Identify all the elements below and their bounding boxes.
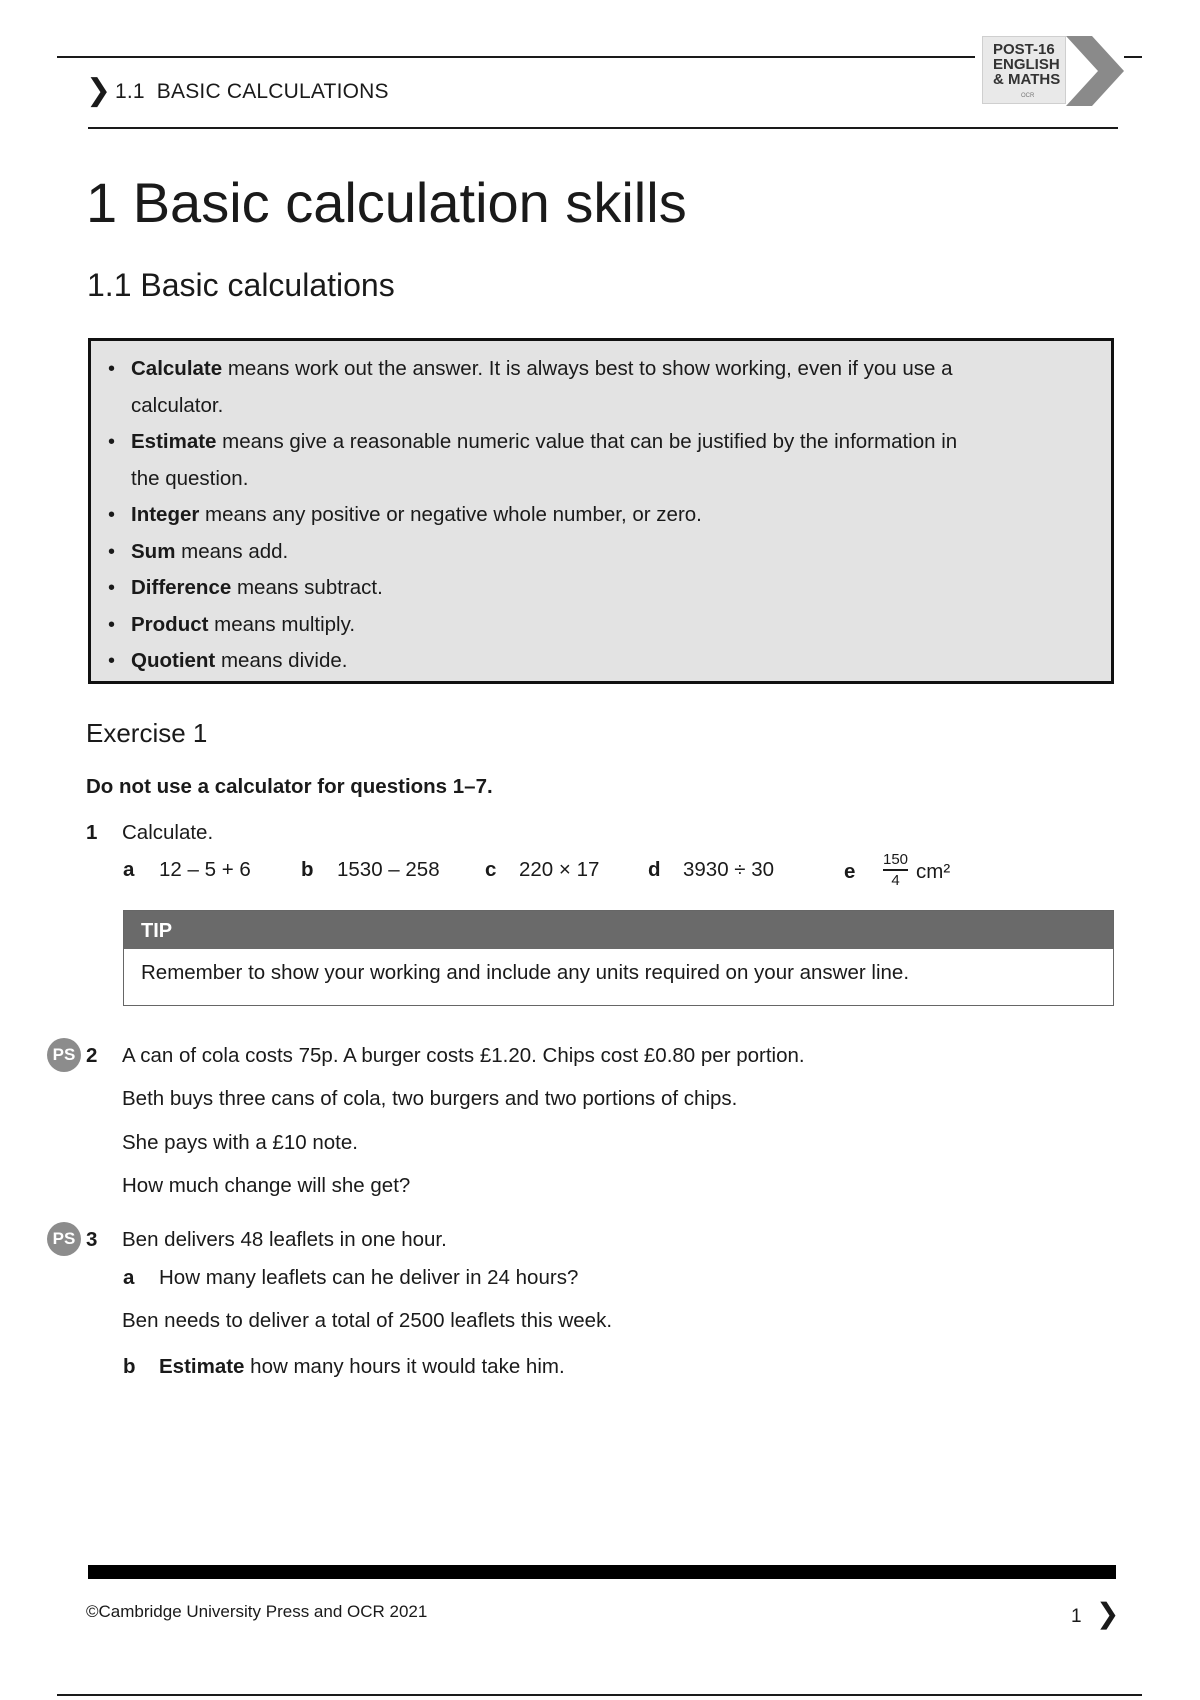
part-letter: b: [301, 858, 314, 881]
definition-text: means any positive or negative whole number, or zero.: [199, 503, 702, 526]
part-letter: d: [648, 858, 661, 881]
exercise-instruction: Do not use a calculator for questions 1–7.: [86, 775, 493, 798]
calculation-a: 12 – 5 + 6: [159, 858, 251, 881]
definition-term: Sum: [131, 539, 176, 563]
tip-box: [123, 910, 1114, 1006]
definition-text: means divide.: [215, 649, 348, 672]
question-number: 1: [86, 821, 98, 844]
bullet-icon: •: [108, 358, 116, 380]
bullet-icon: •: [108, 613, 116, 636]
fraction-denominator: 4: [891, 871, 900, 889]
part-b-rest: how many hours it would take him.: [244, 1355, 565, 1378]
logo-arrow-icon: [1066, 36, 1124, 106]
question-number: 2: [86, 1044, 98, 1067]
logo-line-2: ENGLISH: [993, 56, 1060, 73]
unit-cm2: cm²: [916, 860, 951, 883]
definition-text: means multiply.: [208, 612, 356, 636]
question-line: Beth buys three cans of cola, two burgers and two portions of chips.: [122, 1087, 738, 1110]
section-heading: 1.1 Basic calculations: [87, 267, 395, 303]
bullet-icon: •: [108, 577, 116, 599]
part-letter: a: [123, 1266, 135, 1289]
fraction-bar: [883, 869, 908, 871]
definition-term: Quotient: [131, 649, 216, 672]
definition-item: [91, 497, 991, 534]
definition-item: [91, 607, 991, 644]
question-text: Calculate.: [122, 821, 214, 844]
definition-item: [91, 424, 991, 497]
question-line: Ben needs to deliver a total of 2500 leaflets this week.: [122, 1309, 613, 1332]
calculation-b: 1530 – 258: [337, 858, 440, 881]
part-letter: c: [485, 858, 497, 881]
definition-text: means subtract.: [231, 576, 383, 599]
chapter-title: 1 Basic calculation skills: [86, 171, 687, 234]
definition-text: means give a reasonable numeric value that can be justified by the information in the question.: [131, 430, 958, 490]
header-bottom-rule: [88, 127, 1118, 129]
ps-badge: PS: [47, 1222, 81, 1256]
running-header: [115, 80, 389, 104]
part-letter: b: [123, 1355, 136, 1378]
section-title: BASIC CALCULATIONS: [156, 80, 389, 103]
next-page-chevron-icon[interactable]: ❯: [1096, 1598, 1120, 1629]
tip-heading: TIP: [124, 911, 1113, 949]
post16-logo: [982, 36, 1066, 104]
definitions-list: [91, 341, 1111, 680]
definition-term: Estimate: [131, 430, 217, 453]
question-text: Ben delivers 48 leaflets in one hour.: [122, 1228, 447, 1251]
page-number: 1: [1071, 1606, 1082, 1627]
bullet-icon: •: [108, 540, 116, 563]
definition-item: [91, 351, 991, 424]
question-line: She pays with a £10 note.: [122, 1131, 358, 1154]
bullet-icon: •: [108, 650, 116, 672]
logo-small-text: OCR: [1021, 93, 1035, 99]
part-a-text: How many leaflets can he deliver in 24 hours?: [159, 1266, 579, 1289]
definition-term: Product: [131, 612, 209, 636]
fraction: [883, 851, 908, 889]
fraction-numerator: 150: [883, 851, 909, 868]
part-letter: e: [844, 860, 856, 883]
part-b-text: [159, 1355, 565, 1379]
bullet-icon: •: [108, 431, 116, 453]
logo-line-1: POST-16: [993, 41, 1055, 58]
footer-bar: [88, 1565, 1116, 1579]
calculation-c: 220 × 17: [519, 858, 600, 881]
definition-term: Calculate: [131, 357, 223, 380]
question-line: A can of cola costs 75p. A burger costs £1.20. Chips cost £0.80 per portion.: [122, 1044, 805, 1067]
header-top-rule-right: [1124, 56, 1142, 58]
ps-badge: PS: [47, 1038, 81, 1072]
header-top-rule: [57, 56, 975, 58]
tip-text: Remember to show your working and include any units required on your answer line.: [141, 961, 910, 984]
exercise-title: Exercise 1: [86, 718, 208, 748]
definition-term: Integer: [131, 503, 200, 526]
bullet-icon: •: [108, 504, 116, 526]
question-number: 3: [86, 1228, 98, 1251]
copyright: ©Cambridge University Press and OCR 2021: [86, 1602, 428, 1621]
section-chevron-icon: ❯: [86, 74, 112, 107]
definition-item: [91, 643, 991, 680]
part-b-keyword: Estimate: [159, 1355, 245, 1378]
question-line: How much change will she get?: [122, 1174, 411, 1197]
definition-item: [91, 570, 991, 607]
page-bottom-rule: [57, 1694, 1142, 1696]
definition-text: means add.: [175, 539, 289, 563]
definition-term: Difference: [131, 576, 232, 599]
part-letter: a: [123, 858, 135, 881]
definition-text: means work out the answer. It is always best to show working, even if you use a calculator.: [131, 357, 953, 417]
logo-line-3: & MATHS: [993, 71, 1061, 88]
calculation-d: 3930 ÷ 30: [683, 858, 775, 881]
definition-item: [91, 534, 991, 571]
definitions-box: [88, 338, 1114, 684]
section-number: 1.1: [115, 80, 145, 103]
